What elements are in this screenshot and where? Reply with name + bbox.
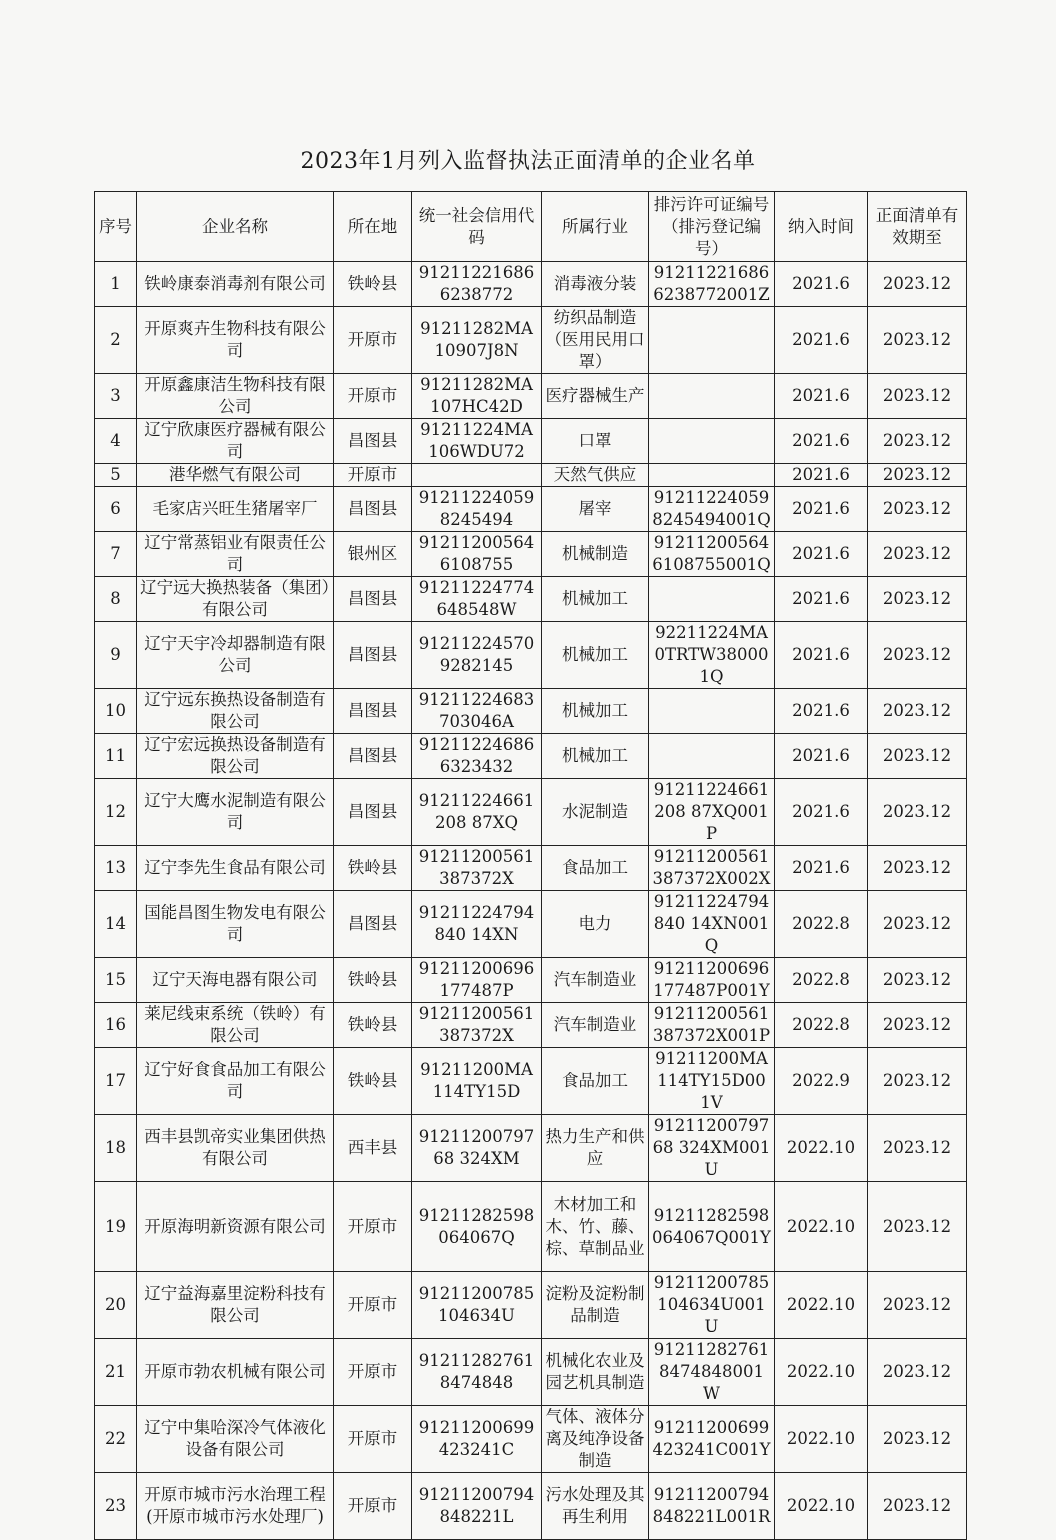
cell-seq: 7 — [95, 532, 137, 577]
cell-credit-code: 91211224794840 14XN — [412, 891, 542, 958]
cell-seq: 2 — [95, 307, 137, 374]
cell-valid: 2023.12 — [868, 1339, 967, 1406]
cell-permit — [649, 374, 775, 419]
cell-seq: 14 — [95, 891, 137, 958]
table-row — [95, 262, 967, 307]
cell-seq: 15 — [95, 958, 137, 1003]
header-row — [95, 192, 967, 262]
header-permit: 排污许可证编号（排污登记编号） — [649, 192, 775, 262]
table-row — [95, 464, 967, 487]
cell-valid: 2023.12 — [868, 1182, 967, 1272]
cell-location: 开原市 — [334, 464, 412, 487]
cell-industry: 医疗器械生产 — [542, 374, 649, 419]
cell-permit: 91211200561387372X001P — [649, 1003, 775, 1048]
cell-date: 2021.6 — [775, 622, 868, 689]
cell-valid: 2023.12 — [868, 577, 967, 622]
table-row — [95, 891, 967, 958]
cell-date: 2021.6 — [775, 689, 868, 734]
cell-name: 辽宁欣康医疗器械有限公司 — [137, 419, 334, 464]
cell-location: 昌图县 — [334, 487, 412, 532]
table-row — [95, 1115, 967, 1182]
cell-industry: 机械加工 — [542, 577, 649, 622]
cell-credit-code: 91211200696177487P — [412, 958, 542, 1003]
cell-credit-code: 912112216866238772 — [412, 262, 542, 307]
cell-date: 2021.6 — [775, 419, 868, 464]
cell-permit: 91211200794848221L001R — [649, 1473, 775, 1540]
cell-seq: 13 — [95, 846, 137, 891]
table-row — [95, 1339, 967, 1406]
cell-industry: 消毒液分装 — [542, 262, 649, 307]
cell-date: 2021.6 — [775, 779, 868, 846]
cell-location: 铁岭县 — [334, 1048, 412, 1115]
cell-name: 西丰县凯帝实业集团供热有限公司 — [137, 1115, 334, 1182]
cell-valid: 2023.12 — [868, 464, 967, 487]
cell-permit — [649, 307, 775, 374]
cell-permit: 91211200696177487P001Y — [649, 958, 775, 1003]
cell-name: 港华燃气有限公司 — [137, 464, 334, 487]
cell-valid: 2023.12 — [868, 307, 967, 374]
cell-location: 昌图县 — [334, 734, 412, 779]
cell-credit-code: 91211224MA106WDU72 — [412, 419, 542, 464]
cell-permit — [649, 734, 775, 779]
cell-credit-code: 912112005646108755 — [412, 532, 542, 577]
cell-permit: 9121120079768 324XM001U — [649, 1115, 775, 1182]
table-row — [95, 577, 967, 622]
cell-name: 辽宁中集哈深冷气体液化设备有限公司 — [137, 1406, 334, 1473]
cell-name: 开原爽卉生物科技有限公司 — [137, 307, 334, 374]
cell-industry: 淀粉及淀粉制品制造 — [542, 1272, 649, 1339]
cell-name: 开原鑫康洁生物科技有限公司 — [137, 374, 334, 419]
cell-location: 开原市 — [334, 307, 412, 374]
cell-date: 2021.6 — [775, 374, 868, 419]
cell-credit-code: 912112246866323432 — [412, 734, 542, 779]
cell-credit-code: 91211200561387372X — [412, 846, 542, 891]
cell-permit: 91211200699423241C001Y — [649, 1406, 775, 1473]
cell-location: 开原市 — [334, 1473, 412, 1540]
cell-location: 昌图县 — [334, 689, 412, 734]
cell-valid: 2023.12 — [868, 846, 967, 891]
cell-permit: 912112827618474848001W — [649, 1339, 775, 1406]
cell-seq: 1 — [95, 262, 137, 307]
cell-valid: 2023.12 — [868, 374, 967, 419]
cell-seq: 23 — [95, 1473, 137, 1540]
table-row — [95, 419, 967, 464]
cell-credit-code: 91211200MA114TY15D — [412, 1048, 542, 1115]
header-valid: 正面清单有效期至 — [868, 192, 967, 262]
cell-permit — [649, 464, 775, 487]
cell-name: 莱尼线束系统（铁岭）有限公司 — [137, 1003, 334, 1048]
cell-credit-code: 91211200794848221L — [412, 1473, 542, 1540]
table-row — [95, 1182, 967, 1272]
cell-industry: 木材加工和木、竹、藤、棕、草制品业 — [542, 1182, 649, 1272]
cell-location: 开原市 — [334, 1272, 412, 1339]
cell-date: 2021.6 — [775, 487, 868, 532]
cell-industry: 纺织品制造（医用民用口罩） — [542, 307, 649, 374]
cell-permit: 91211200561387372X002X — [649, 846, 775, 891]
cell-valid: 2023.12 — [868, 689, 967, 734]
enterprise-table — [94, 191, 967, 1540]
table-row — [95, 374, 967, 419]
cell-permit: 92211224MA0TRTW380001Q — [649, 622, 775, 689]
table-row — [95, 1272, 967, 1339]
cell-permit — [649, 419, 775, 464]
cell-valid: 2023.12 — [868, 622, 967, 689]
cell-industry: 屠宰 — [542, 487, 649, 532]
cell-seq: 3 — [95, 374, 137, 419]
cell-location: 铁岭县 — [334, 846, 412, 891]
cell-valid: 2023.12 — [868, 419, 967, 464]
cell-seq: 20 — [95, 1272, 137, 1339]
cell-seq: 9 — [95, 622, 137, 689]
cell-location: 银州区 — [334, 532, 412, 577]
cell-name: 辽宁好食食品加工有限公司 — [137, 1048, 334, 1115]
cell-permit: 912112240598245494001Q — [649, 487, 775, 532]
table-row — [95, 1003, 967, 1048]
cell-name: 辽宁李先生食品有限公司 — [137, 846, 334, 891]
cell-seq: 22 — [95, 1406, 137, 1473]
cell-industry: 口罩 — [542, 419, 649, 464]
cell-date: 2021.6 — [775, 262, 868, 307]
cell-valid: 2023.12 — [868, 1406, 967, 1473]
cell-credit-code: 91211200699423241C — [412, 1406, 542, 1473]
cell-credit-code: 91211282598064067Q — [412, 1182, 542, 1272]
cell-date: 2022.10 — [775, 1115, 868, 1182]
cell-industry: 污水处理及其再生利用 — [542, 1473, 649, 1540]
cell-seq: 12 — [95, 779, 137, 846]
cell-name: 辽宁天宇冷却器制造有限公司 — [137, 622, 334, 689]
cell-valid: 2023.12 — [868, 1048, 967, 1115]
cell-date: 2022.9 — [775, 1048, 868, 1115]
cell-name: 辽宁常蒸铝业有限责任公司 — [137, 532, 334, 577]
cell-date: 2022.8 — [775, 958, 868, 1003]
cell-location: 开原市 — [334, 1339, 412, 1406]
cell-seq: 16 — [95, 1003, 137, 1048]
cell-permit — [649, 577, 775, 622]
table-row — [95, 1473, 967, 1540]
cell-permit: 912112216866238772001Z — [649, 262, 775, 307]
cell-date: 2021.6 — [775, 307, 868, 374]
table-row — [95, 487, 967, 532]
cell-name: 铁岭康泰消毒剂有限公司 — [137, 262, 334, 307]
cell-credit-code: 912112240598245494 — [412, 487, 542, 532]
cell-credit-code: 912112245709282145 — [412, 622, 542, 689]
cell-location: 开原市 — [334, 1406, 412, 1473]
cell-seq: 10 — [95, 689, 137, 734]
cell-seq: 11 — [95, 734, 137, 779]
cell-industry: 机械加工 — [542, 734, 649, 779]
table-row — [95, 532, 967, 577]
cell-location: 铁岭县 — [334, 1003, 412, 1048]
cell-permit: 91211282598064067Q001Y — [649, 1182, 775, 1272]
header-date: 纳入时间 — [775, 192, 868, 262]
cell-seq: 6 — [95, 487, 137, 532]
table-row — [95, 689, 967, 734]
cell-date: 2021.6 — [775, 734, 868, 779]
cell-name: 辽宁天海电器有限公司 — [137, 958, 334, 1003]
cell-valid: 2023.12 — [868, 1473, 967, 1540]
cell-date: 2022.8 — [775, 1003, 868, 1048]
cell-location: 昌图县 — [334, 419, 412, 464]
cell-credit-code — [412, 464, 542, 487]
cell-industry: 汽车制造业 — [542, 958, 649, 1003]
cell-date: 2022.10 — [775, 1473, 868, 1540]
header-name: 企业名称 — [137, 192, 334, 262]
cell-permit: 91211224661208 87XQ001P — [649, 779, 775, 846]
cell-location: 昌图县 — [334, 577, 412, 622]
table-row — [95, 734, 967, 779]
cell-name: 毛家店兴旺生猪屠宰厂 — [137, 487, 334, 532]
cell-industry: 食品加工 — [542, 1048, 649, 1115]
cell-name: 辽宁大鹰水泥制造有限公司 — [137, 779, 334, 846]
cell-valid: 2023.12 — [868, 1115, 967, 1182]
table-row — [95, 307, 967, 374]
table-row — [95, 958, 967, 1003]
cell-credit-code: 91211224661208 87XQ — [412, 779, 542, 846]
header-industry: 所属行业 — [542, 192, 649, 262]
cell-location: 昌图县 — [334, 622, 412, 689]
cell-name: 辽宁远大换热装备（集团）有限公司 — [137, 577, 334, 622]
cell-credit-code: 912112827618474848 — [412, 1339, 542, 1406]
cell-industry: 机械化农业及园艺机具制造 — [542, 1339, 649, 1406]
cell-date: 2022.8 — [775, 891, 868, 958]
cell-credit-code: 91211282MA10907J8N — [412, 307, 542, 374]
cell-seq: 18 — [95, 1115, 137, 1182]
cell-industry: 机械加工 — [542, 689, 649, 734]
cell-industry: 电力 — [542, 891, 649, 958]
cell-permit: 912112005646108755001Q — [649, 532, 775, 577]
cell-location: 昌图县 — [334, 891, 412, 958]
table-row — [95, 622, 967, 689]
cell-date: 2021.6 — [775, 577, 868, 622]
cell-industry: 气体、液体分离及纯净设备制造 — [542, 1406, 649, 1473]
cell-valid: 2023.12 — [868, 532, 967, 577]
cell-name: 辽宁益海嘉里淀粉科技有限公司 — [137, 1272, 334, 1339]
cell-location: 昌图县 — [334, 779, 412, 846]
cell-name: 辽宁宏远换热设备制造有限公司 — [137, 734, 334, 779]
cell-location: 西丰县 — [334, 1115, 412, 1182]
cell-location: 开原市 — [334, 374, 412, 419]
cell-seq: 21 — [95, 1339, 137, 1406]
cell-name: 开原海明新资源有限公司 — [137, 1182, 334, 1272]
cell-date: 2022.10 — [775, 1182, 868, 1272]
cell-date: 2022.10 — [775, 1406, 868, 1473]
cell-date: 2021.6 — [775, 532, 868, 577]
cell-valid: 2023.12 — [868, 487, 967, 532]
cell-valid: 2023.12 — [868, 891, 967, 958]
cell-seq: 4 — [95, 419, 137, 464]
cell-seq: 19 — [95, 1182, 137, 1272]
cell-industry: 食品加工 — [542, 846, 649, 891]
cell-name: 国能昌图生物发电有限公司 — [137, 891, 334, 958]
cell-industry: 汽车制造业 — [542, 1003, 649, 1048]
cell-permit — [649, 689, 775, 734]
cell-location: 铁岭县 — [334, 262, 412, 307]
cell-valid: 2023.12 — [868, 958, 967, 1003]
table-row — [95, 846, 967, 891]
cell-date: 2022.10 — [775, 1339, 868, 1406]
cell-credit-code: 91211224774648548W — [412, 577, 542, 622]
page-title: 2023年1月列入监督执法正面清单的企业名单 — [300, 149, 756, 174]
cell-credit-code: 9121120079768 324XM — [412, 1115, 542, 1182]
header-seq: 序号 — [95, 192, 137, 262]
cell-location: 铁岭县 — [334, 958, 412, 1003]
cell-credit-code: 91211200785104634U — [412, 1272, 542, 1339]
table-row — [95, 779, 967, 846]
cell-valid: 2023.12 — [868, 1003, 967, 1048]
cell-permit: 91211200785104634U001U — [649, 1272, 775, 1339]
table-row — [95, 1406, 967, 1473]
cell-valid: 2023.12 — [868, 262, 967, 307]
cell-valid: 2023.12 — [868, 1272, 967, 1339]
cell-name: 辽宁远东换热设备制造有限公司 — [137, 689, 334, 734]
cell-credit-code: 91211282MA107HC42D — [412, 374, 542, 419]
cell-location: 开原市 — [334, 1182, 412, 1272]
cell-industry: 天然气供应 — [542, 464, 649, 487]
cell-permit: 91211224794840 14XN001Q — [649, 891, 775, 958]
cell-seq: 5 — [95, 464, 137, 487]
cell-credit-code: 91211200561387372X — [412, 1003, 542, 1048]
cell-permit: 91211200MA114TY15D001V — [649, 1048, 775, 1115]
cell-name: 开原市勃农机械有限公司 — [137, 1339, 334, 1406]
table-row — [95, 1048, 967, 1115]
cell-industry: 水泥制造 — [542, 779, 649, 846]
cell-date: 2021.6 — [775, 464, 868, 487]
cell-credit-code: 91211224683703046A — [412, 689, 542, 734]
cell-seq: 8 — [95, 577, 137, 622]
cell-valid: 2023.12 — [868, 734, 967, 779]
cell-industry: 机械制造 — [542, 532, 649, 577]
cell-industry: 热力生产和供应 — [542, 1115, 649, 1182]
cell-date: 2021.6 — [775, 846, 868, 891]
cell-name: 开原市城市污水治理工程(开原市城市污水处理厂) — [137, 1473, 334, 1540]
cell-date: 2022.10 — [775, 1272, 868, 1339]
header-location: 所在地 — [334, 192, 412, 262]
cell-industry: 机械加工 — [542, 622, 649, 689]
cell-seq: 17 — [95, 1048, 137, 1115]
cell-valid: 2023.12 — [868, 779, 967, 846]
header-credit-code: 统一社会信用代码 — [412, 192, 542, 262]
